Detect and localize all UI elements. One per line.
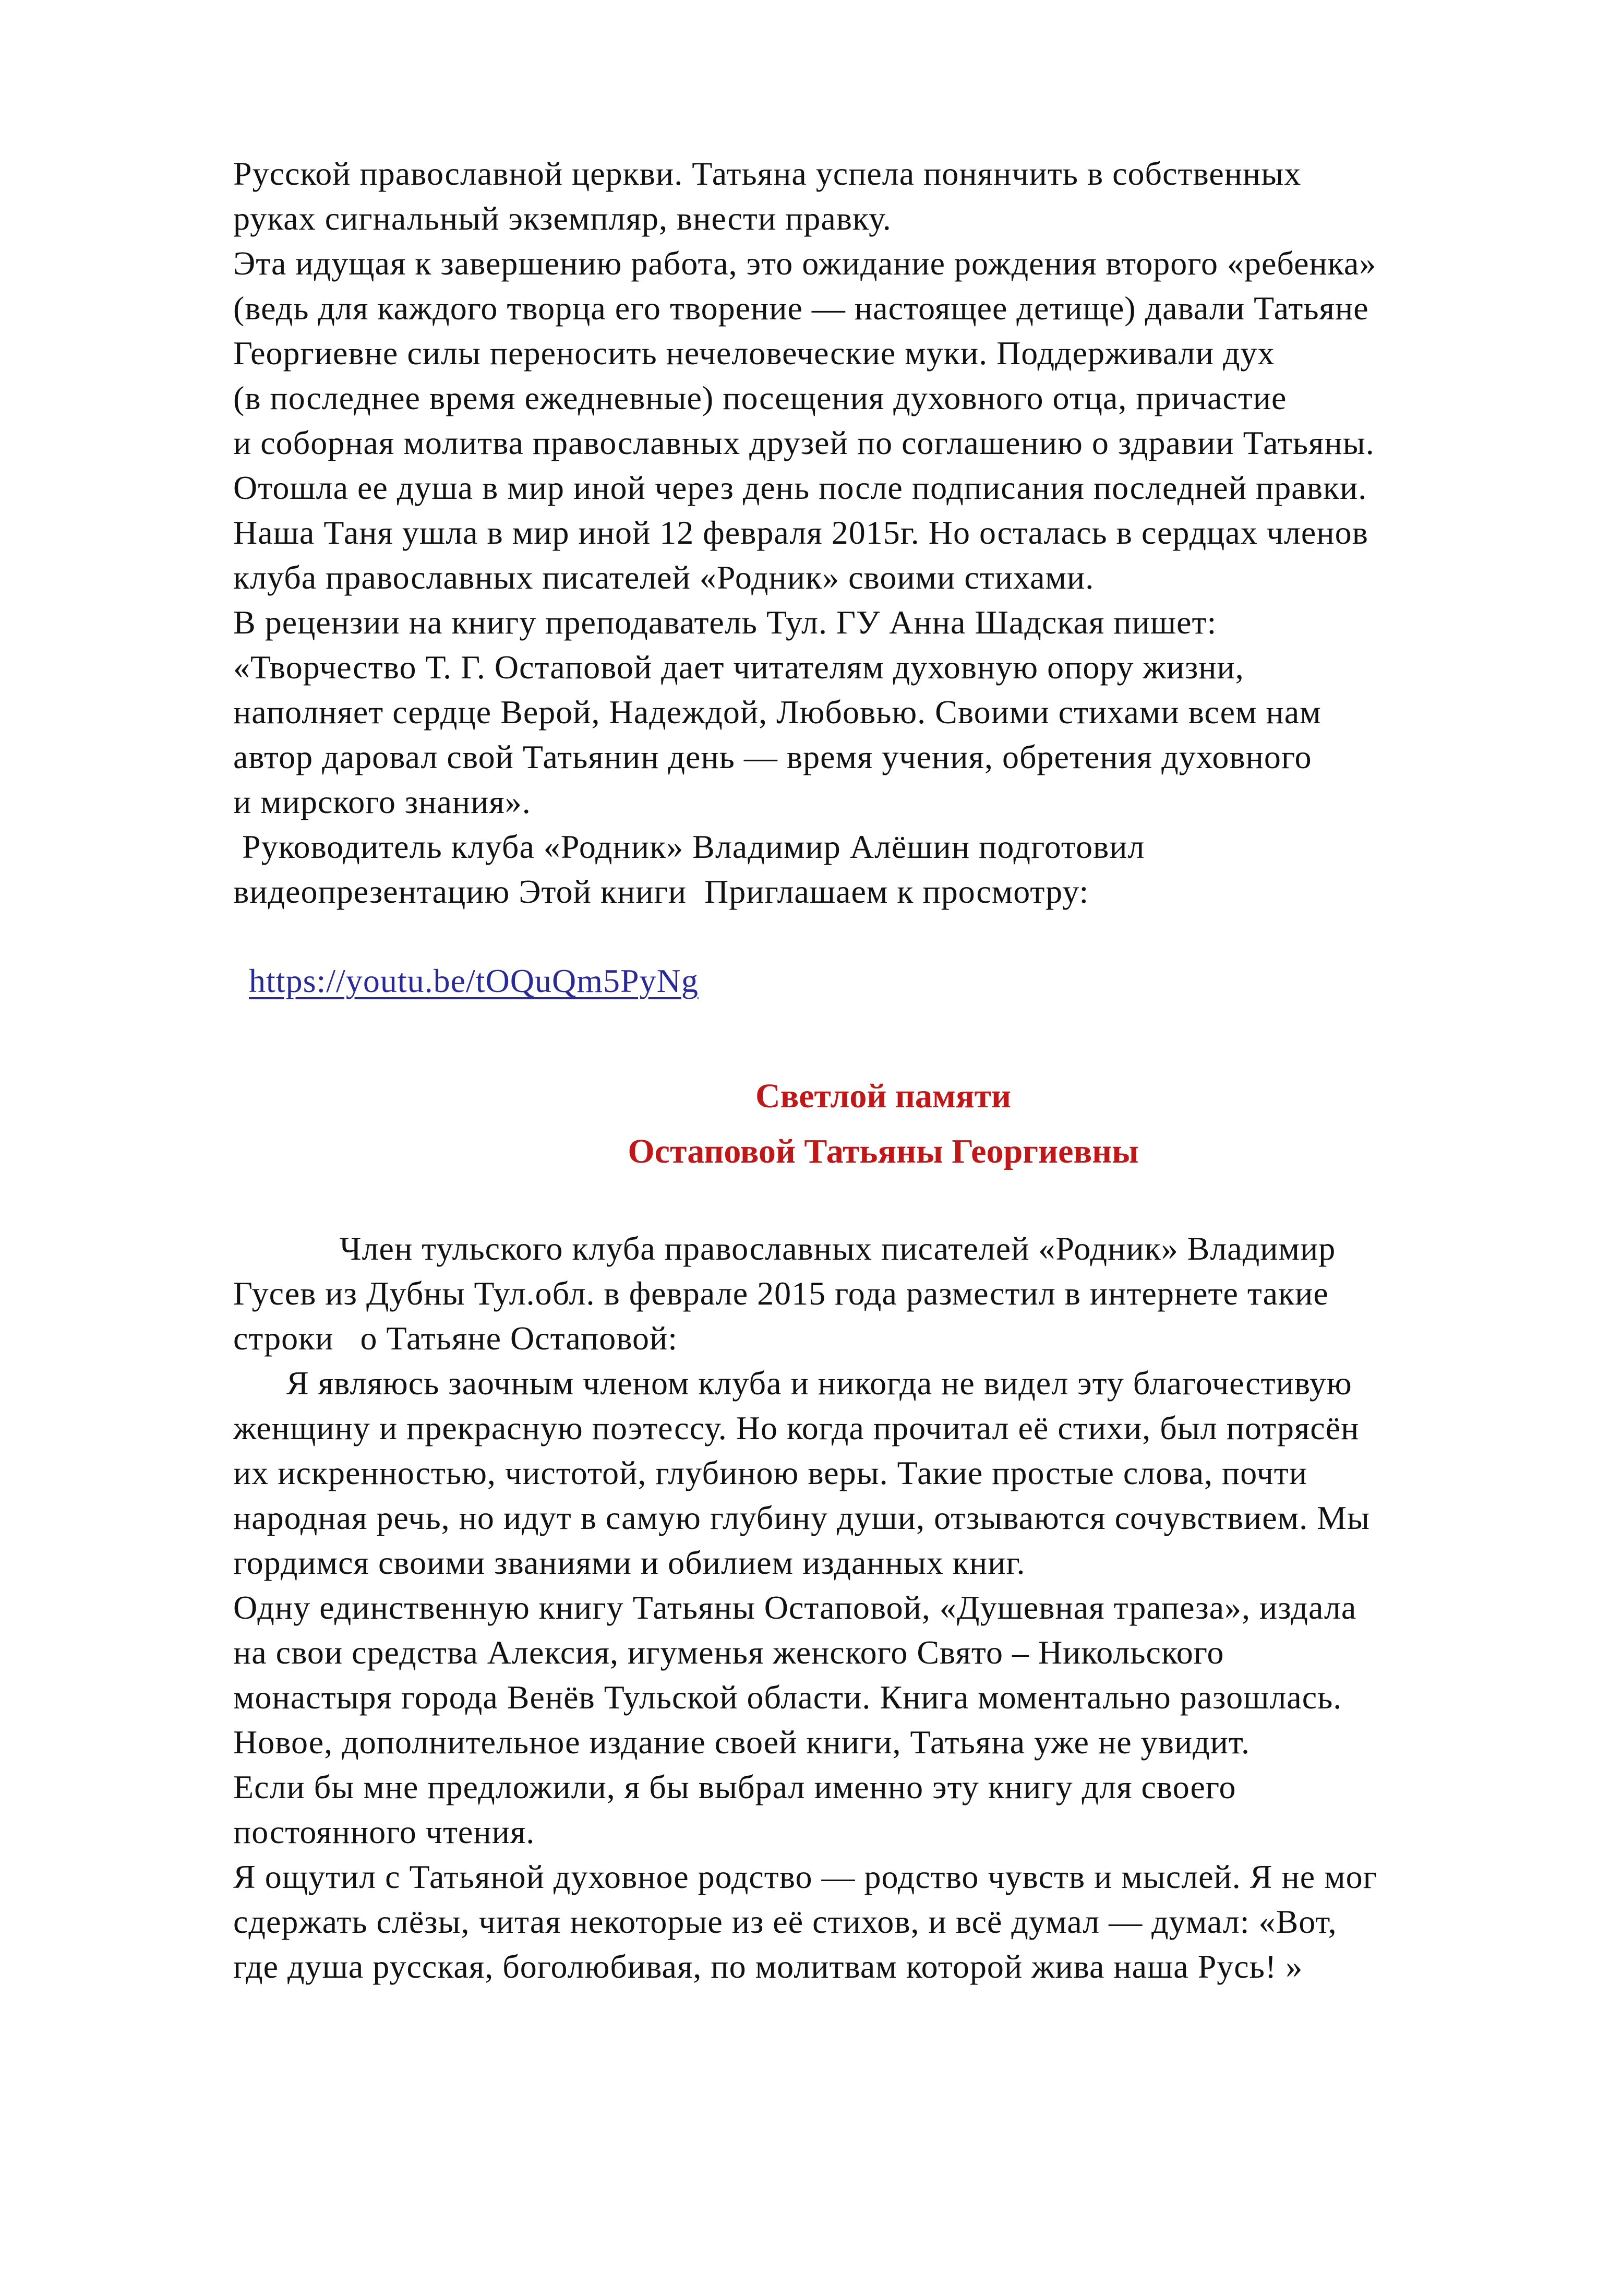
intro-paragraphs [233,151,1533,914]
text-line: их искренностью, чистотой, глубиною веры. Такие простые слова, почти [233,1454,1307,1491]
text-line: Новое, дополнительное издание своей книги, Татьяна уже не увидит. [233,1724,1251,1761]
text-line: монастыря города Венёв Тульской области. Книга моментально разошлась. [233,1679,1342,1716]
memorial-subtitle: Остаповой Татьяны Георгиевны [628,1132,1139,1170]
text-line: Наша Таня ушла в мир иной 12 февраля 2015г. Но осталась в сердцах членов [233,514,1368,551]
text-line: где душа русская, боголюбивая, по молитвам которой жива наша Русь! » [233,1948,1303,1985]
text-line: постоянного чтения. [233,1813,535,1850]
text-line: Одну единственную книгу Татьяны Остаповой, «Душевная трапеза», издала [233,1589,1357,1626]
link-paragraph [249,959,1533,1003]
text-line: «Творчество Т. Г. Остаповой дает читателям духовную опору жизни, [233,649,1244,686]
text-line: Эта идущая к завершению работа, это ожидание рождения второго «ребенка» [233,245,1377,282]
text-line: и мирского знания». [233,783,531,820]
text-line: строки о Татьяне Остаповой: [233,1320,678,1357]
memorial-paragraphs [233,1226,1533,1989]
text-line: автор даровал свой Татьянин день — время учения, обретения духовного [233,738,1312,775]
text-line: Руководитель клуба «Родник» Владимир Алёшин подготовил [233,828,1145,865]
text-line: и соборная молитва православных друзей по соглашению о здравии Татьяны. [233,424,1375,461]
text-line: женщину и прекрасную поэтессу. Но когда прочитал её стихи, был потрясён [233,1409,1360,1446]
text-line: Русской православной церкви. Татьяна успела понянчить в собственных [233,155,1302,192]
text-line: Я ощутил с Татьяной духовное родство — родство чувств и мыслей. Я не мог [233,1858,1377,1895]
text-line: народная речь, но идут в самую глубину души, отзываются сочувствием. Мы [233,1499,1371,1536]
youtube-link[interactable]: https://youtu.be/tOQuQm5PyNg [249,962,699,999]
text-line: Георгиевне силы переносить нечеловеческие муки. Поддерживали дух [233,334,1275,372]
text-line: на свои средства Алексия, игуменья женского Свято – Никольского [233,1634,1224,1671]
text-line: клуба православных писателей «Родник» своими стихами. [233,559,1095,596]
text-line: видеопрезентацию Этой книги Приглашаем к просмотру: [233,873,1089,910]
text-line: сдержать слёзы, читая некоторые из её стихов, и всё думал — думал: «Вот, [233,1903,1337,1940]
text-line: В рецензии на книгу преподаватель Тул. ГУ Анна Шадская пишет: [233,604,1217,641]
text-line: руках сигнальный экземпляр, внести правку. [233,200,892,237]
text-line: наполняет сердце Верой, Надеждой, Любовью. Своими стихами всем нам [233,693,1321,731]
text-line: (ведь для каждого творца его творение — настоящее детище) давали Татьяне [233,290,1369,327]
text-line: Член тульского клуба православных писателей «Родник» Владимир [233,1230,1336,1267]
text-line: (в последнее время ежедневные) посещения духовного отца, причастие [233,379,1287,416]
text-line: Если бы мне предложили, я бы выбрал именно эту книгу для своего [233,1768,1236,1805]
memorial-title: Светлой памяти [755,1077,1012,1115]
text-line: Отошла ее душа в мир иной через день после подписания последней правки. [233,469,1367,506]
text-line: Гусев из Дубны Тул.обл. в феврале 2015 года разместил в интернете такие [233,1275,1329,1312]
text-line: гордимся своими званиями и обилием изданных книг. [233,1544,1026,1581]
text-line: Я являюсь заочным членом клуба и никогда не видел эту благочестивую [233,1365,1352,1402]
